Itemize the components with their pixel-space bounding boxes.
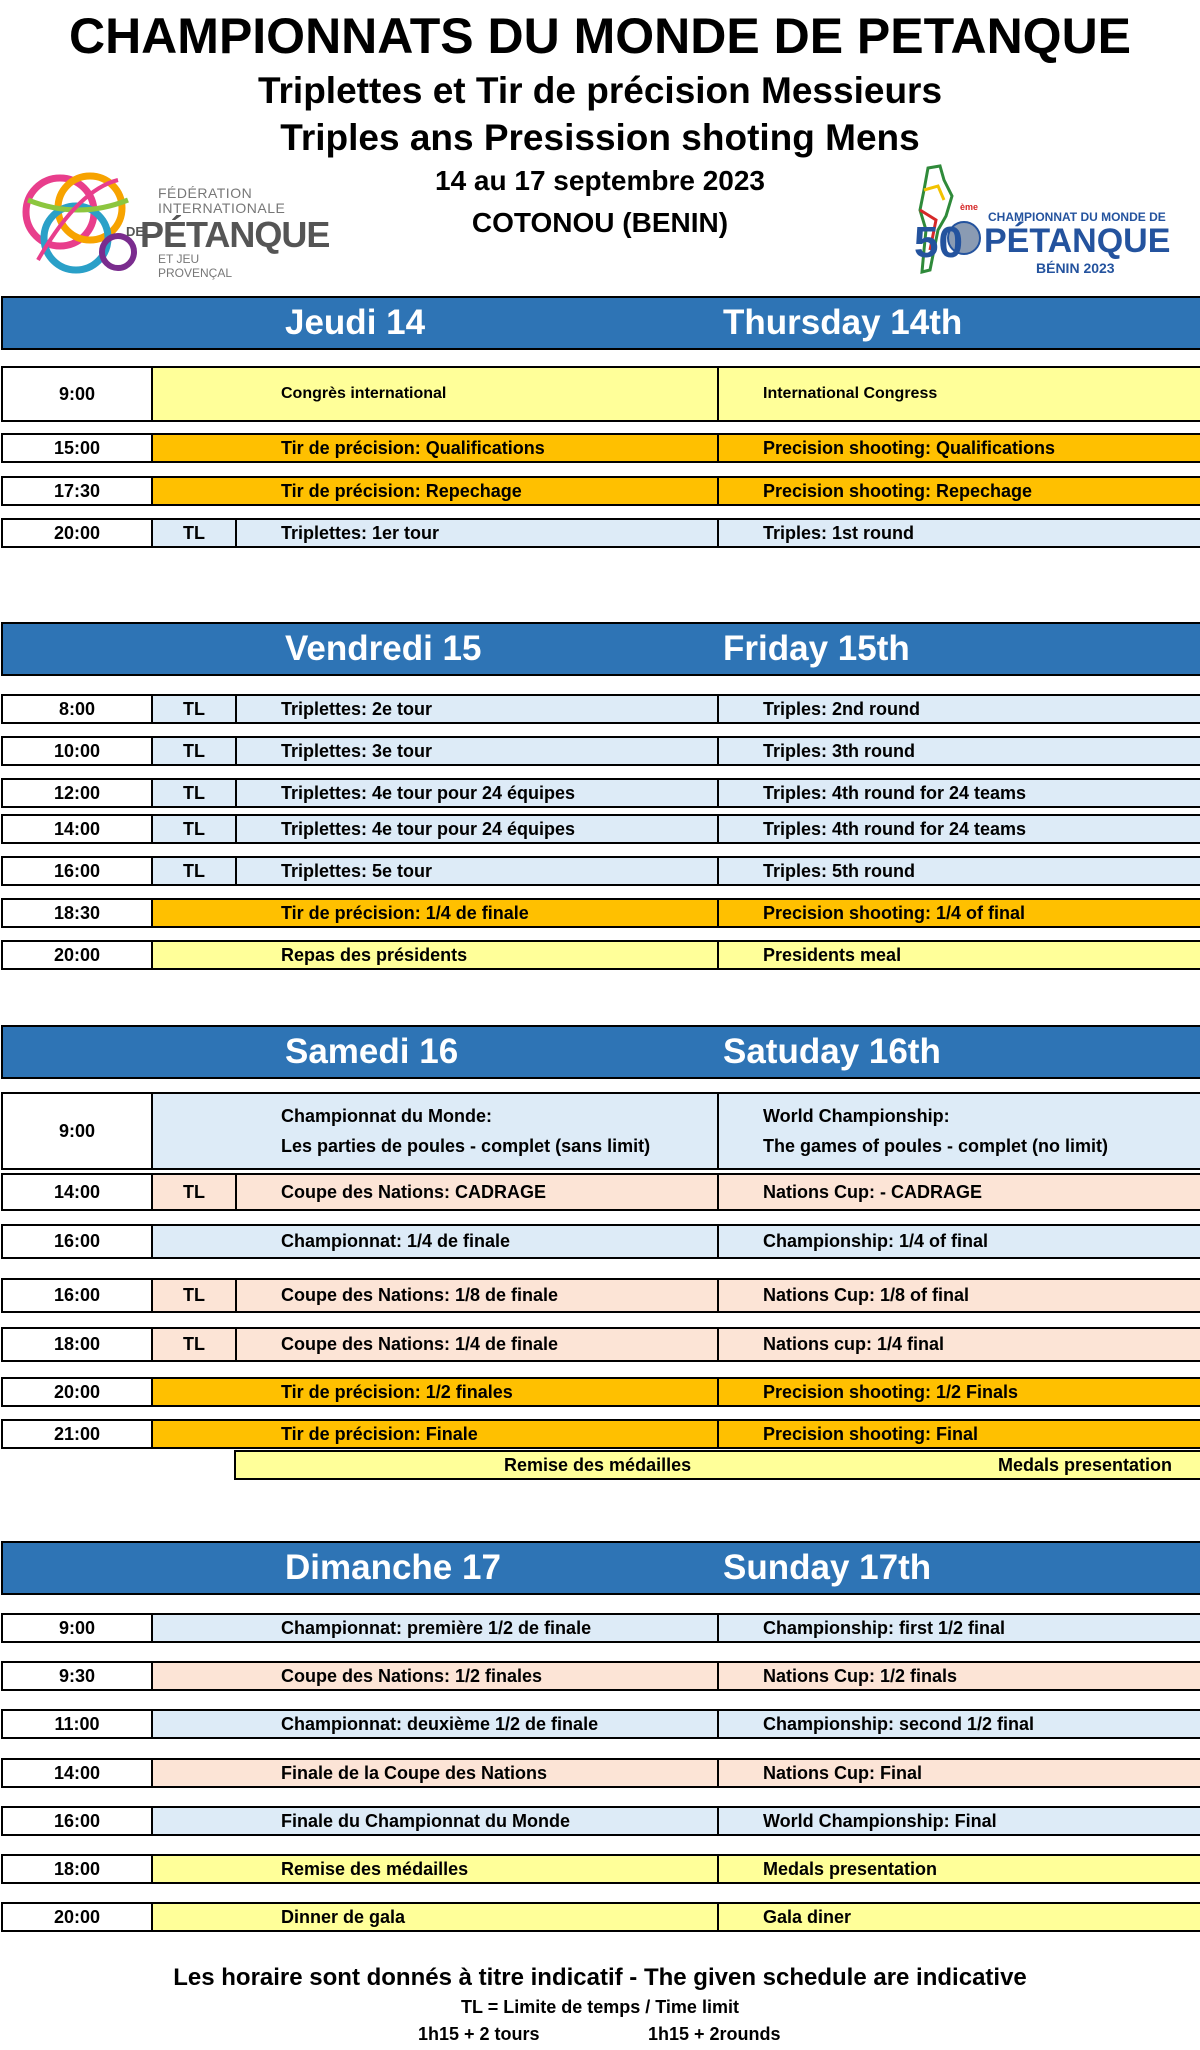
row-label-fr: Triplettes: 2e tour	[237, 696, 719, 722]
row-time: 15:00	[3, 435, 153, 461]
schedule-row	[1, 1709, 1200, 1739]
row-label-fr: Championnat: première 1/2 de finale	[153, 1615, 719, 1641]
row-label-en: Championship: first 1/2 final	[719, 1615, 1200, 1641]
row-time-limit: TL	[153, 1280, 237, 1311]
subtitle-en: Triples ans Presission shoting Mens	[280, 117, 920, 158]
row-label-fr: Coupe des Nations: CADRAGE	[237, 1175, 719, 1209]
schedule-row	[1, 518, 1200, 548]
tl-rule-en: 1h15 + 2rounds	[648, 2024, 781, 2044]
schedule-row	[1, 814, 1200, 844]
row-label-fr: Tir de précision: Qualifications	[153, 435, 719, 461]
row-label-fr: Remise des médailles	[153, 1856, 719, 1882]
row-time: 18:30	[3, 900, 153, 926]
row-label-fr-line2: Les parties de poules - complet (sans limit)	[281, 1136, 651, 1156]
schedule-row	[1, 1806, 1200, 1836]
row-label-fr: Tir de précision: Finale	[153, 1421, 719, 1447]
fip-logo	[18, 160, 330, 285]
row-time-limit: TL	[153, 1175, 237, 1209]
row-label-fr: Dinner de gala	[153, 1904, 719, 1930]
row-time: 20:00	[3, 942, 153, 968]
row-label-fr: Coupe des Nations: 1/8 de finale	[237, 1280, 719, 1311]
schedule-row	[1, 1902, 1200, 1932]
day-header-en: Sunday 17th	[723, 1548, 932, 1587]
day-header-sunday	[1, 1541, 1200, 1595]
row-label-en: International Congress	[719, 368, 1200, 420]
row-label-en: Triples: 2nd round	[719, 696, 1200, 722]
benin-logo-petanque: PÉTANQUE	[984, 222, 1171, 260]
medals-presentation-row	[234, 1450, 1200, 1480]
row-time-limit: TL	[153, 1329, 237, 1360]
row-label-fr: Championnat: deuxième 1/2 de finale	[153, 1711, 719, 1737]
event-dates: 14 au 17 septembre 2023	[435, 165, 765, 196]
row-label-fr: Tir de précision: 1/2 finales	[153, 1379, 719, 1405]
row-label-fr: Coupe des Nations: 1/4 de finale	[237, 1329, 719, 1360]
page-title: CHAMPIONNATS DU MONDE DE PETANQUE	[68, 8, 1132, 64]
row-label-fr	[153, 1094, 719, 1168]
row-label-en-line1: World Championship:	[763, 1106, 950, 1126]
schedule-row	[1, 1278, 1200, 1313]
fip-line4: PROVENÇAL	[158, 266, 233, 280]
day-header-fr: Dimanche 17	[285, 1548, 501, 1587]
row-time: 16:00	[3, 1226, 153, 1257]
schedule-row	[1, 1327, 1200, 1362]
row-label-fr: Repas des présidents	[153, 942, 719, 968]
schedule-row	[1, 1661, 1200, 1691]
row-time: 9:00	[3, 1615, 153, 1641]
row-label-en: Presidents meal	[719, 942, 1200, 968]
schedule-row	[1, 1092, 1200, 1170]
row-label-en: Precision shooting: 1/2 Finals	[719, 1379, 1200, 1405]
row-time: 14:00	[3, 816, 153, 842]
row-time: 16:00	[3, 1808, 153, 1834]
row-label-en: Triples: 4th round for 24 teams	[719, 816, 1200, 842]
row-label-en: Medals presentation	[719, 1856, 1200, 1882]
row-time: 16:00	[3, 858, 153, 884]
row-label-fr: Tir de précision: Repechage	[153, 478, 719, 504]
row-time-limit: TL	[153, 816, 237, 842]
schedule-row	[1, 1173, 1200, 1211]
row-label-en: Nations Cup: 1/2 finals	[719, 1663, 1200, 1689]
schedule-row	[1, 694, 1200, 724]
day-header-friday	[1, 622, 1200, 676]
schedule-row	[1, 366, 1200, 422]
row-time: 14:00	[3, 1760, 153, 1786]
row-label-fr: Triplettes: 4e tour pour 24 équipes	[237, 780, 719, 806]
fip-logo-icon	[18, 160, 143, 285]
row-label-en: Championship: 1/4 of final	[719, 1226, 1200, 1257]
row-time: 18:00	[3, 1329, 153, 1360]
day-header-saturday	[1, 1025, 1200, 1079]
row-time: 20:00	[3, 1379, 153, 1405]
schedule-row	[1, 433, 1200, 463]
schedule-row	[1, 856, 1200, 886]
row-label-fr: Congrès international	[153, 368, 719, 420]
fip-line1: FÉDÉRATION	[158, 185, 253, 201]
row-time-limit: TL	[153, 696, 237, 722]
row-label-fr: Finale de la Coupe des Nations	[153, 1760, 719, 1786]
row-time: 14:00	[3, 1175, 153, 1209]
medals-label-fr: Remise des médailles	[504, 1455, 692, 1475]
row-label-fr-line1: Championnat du Monde:	[281, 1106, 492, 1126]
row-time: 9:30	[3, 1663, 153, 1689]
row-label-fr: Triplettes: 3e tour	[237, 738, 719, 764]
row-time-limit: TL	[153, 738, 237, 764]
row-label-en: Gala diner	[719, 1904, 1200, 1930]
row-label-en: Triples: 4th round for 24 teams	[719, 780, 1200, 806]
schedule-row	[1, 898, 1200, 928]
row-time: 9:00	[3, 1094, 153, 1168]
row-time: 10:00	[3, 738, 153, 764]
row-label-en: World Championship: Final	[719, 1808, 1200, 1834]
schedule-row	[1, 1419, 1200, 1449]
benin-2023-logo	[900, 160, 1170, 285]
row-label-fr: Finale du Championnat du Monde	[153, 1808, 719, 1834]
row-time: 16:00	[3, 1280, 153, 1311]
row-label-en: Nations Cup: 1/8 of final	[719, 1280, 1200, 1311]
row-time-limit: TL	[153, 780, 237, 806]
day-header-fr: Samedi 16	[285, 1032, 459, 1071]
row-time: 8:00	[3, 696, 153, 722]
day-header-fr: Jeudi 14	[285, 303, 426, 342]
schedule-row	[1, 778, 1200, 808]
schedule-row	[1, 1854, 1200, 1884]
row-label-fr: Triplettes: 1er tour	[237, 520, 719, 546]
schedule-row	[1, 940, 1200, 970]
row-label-en: Precision shooting: Repechage	[719, 478, 1200, 504]
schedule-disclaimer: Les horaire sont donnés à titre indicatif - The given schedule are indicative	[173, 1964, 1027, 1991]
fip-line3: ET JEU	[158, 252, 200, 266]
row-time: 20:00	[3, 1904, 153, 1930]
row-time: 20:00	[3, 520, 153, 546]
row-label-en: Precision shooting: 1/4 of final	[719, 900, 1200, 926]
row-label-fr: Tir de précision: 1/4 de finale	[153, 900, 719, 926]
benin-logo-top: CHAMPIONNAT DU MONDE DE	[988, 210, 1166, 224]
benin-ordinal: ème	[960, 202, 979, 212]
row-time: 11:00	[3, 1711, 153, 1737]
fip-de: DE	[126, 224, 145, 239]
schedule-row	[1, 476, 1200, 506]
row-time: 17:30	[3, 478, 153, 504]
day-header-fr: Vendredi 15	[285, 629, 482, 668]
day-header-en: Friday 15th	[723, 629, 910, 668]
day-header-en: Thursday 14th	[723, 303, 963, 342]
schedule-row	[1, 1224, 1200, 1259]
subtitle-fr: Triplettes et Tir de précision Messieurs	[257, 70, 943, 111]
benin-50: 50	[914, 218, 963, 267]
row-label-fr: Championnat: 1/4 de finale	[153, 1226, 719, 1257]
row-time: 18:00	[3, 1856, 153, 1882]
schedule-row	[1, 1613, 1200, 1643]
row-label-en-line2: The games of poules - complet (no limit)	[763, 1136, 1109, 1156]
row-label-en: Triples: 3th round	[719, 738, 1200, 764]
event-location: COTONOU (BENIN)	[471, 207, 729, 238]
row-label-fr: Coupe des Nations: 1/2 finales	[153, 1663, 719, 1689]
fip-line2: INTERNATIONALE	[158, 200, 286, 216]
row-label-en: Triples: 5th round	[719, 858, 1200, 884]
schedule-row	[1, 1377, 1200, 1407]
schedule-row	[1, 1758, 1200, 1788]
benin-logo-sub: BÉNIN 2023	[1036, 260, 1115, 276]
row-label-en: Nations Cup: Final	[719, 1760, 1200, 1786]
row-label-en: Precision shooting: Final	[719, 1421, 1200, 1447]
row-label-en: Triples: 1st round	[719, 520, 1200, 546]
day-header-en: Satuday 16th	[723, 1032, 941, 1071]
tl-legend: TL = Limite de temps / Time limit	[461, 1997, 739, 2017]
row-label-fr: Triplettes: 4e tour pour 24 équipes	[237, 816, 719, 842]
row-label-en: Nations Cup: - CADRAGE	[719, 1175, 1200, 1209]
row-time: 12:00	[3, 780, 153, 806]
row-label-en: Precision shooting: Qualifications	[719, 435, 1200, 461]
schedule-row	[1, 736, 1200, 766]
row-time: 21:00	[3, 1421, 153, 1447]
row-time-limit: TL	[153, 520, 237, 546]
fip-petanque: PÉTANQUE	[140, 214, 330, 255]
row-label-fr: Triplettes: 5e tour	[237, 858, 719, 884]
row-label-en: Nations cup: 1/4 final	[719, 1329, 1200, 1360]
row-time: 9:00	[3, 368, 153, 420]
day-header-thursday	[1, 296, 1200, 350]
medals-label-en: Medals presentation	[997, 1455, 1172, 1475]
tl-rule-fr: 1h15 + 2 tours	[418, 2024, 540, 2044]
row-label-en	[719, 1094, 1200, 1168]
row-label-en: Championship: second 1/2 final	[719, 1711, 1200, 1737]
row-time-limit: TL	[153, 858, 237, 884]
